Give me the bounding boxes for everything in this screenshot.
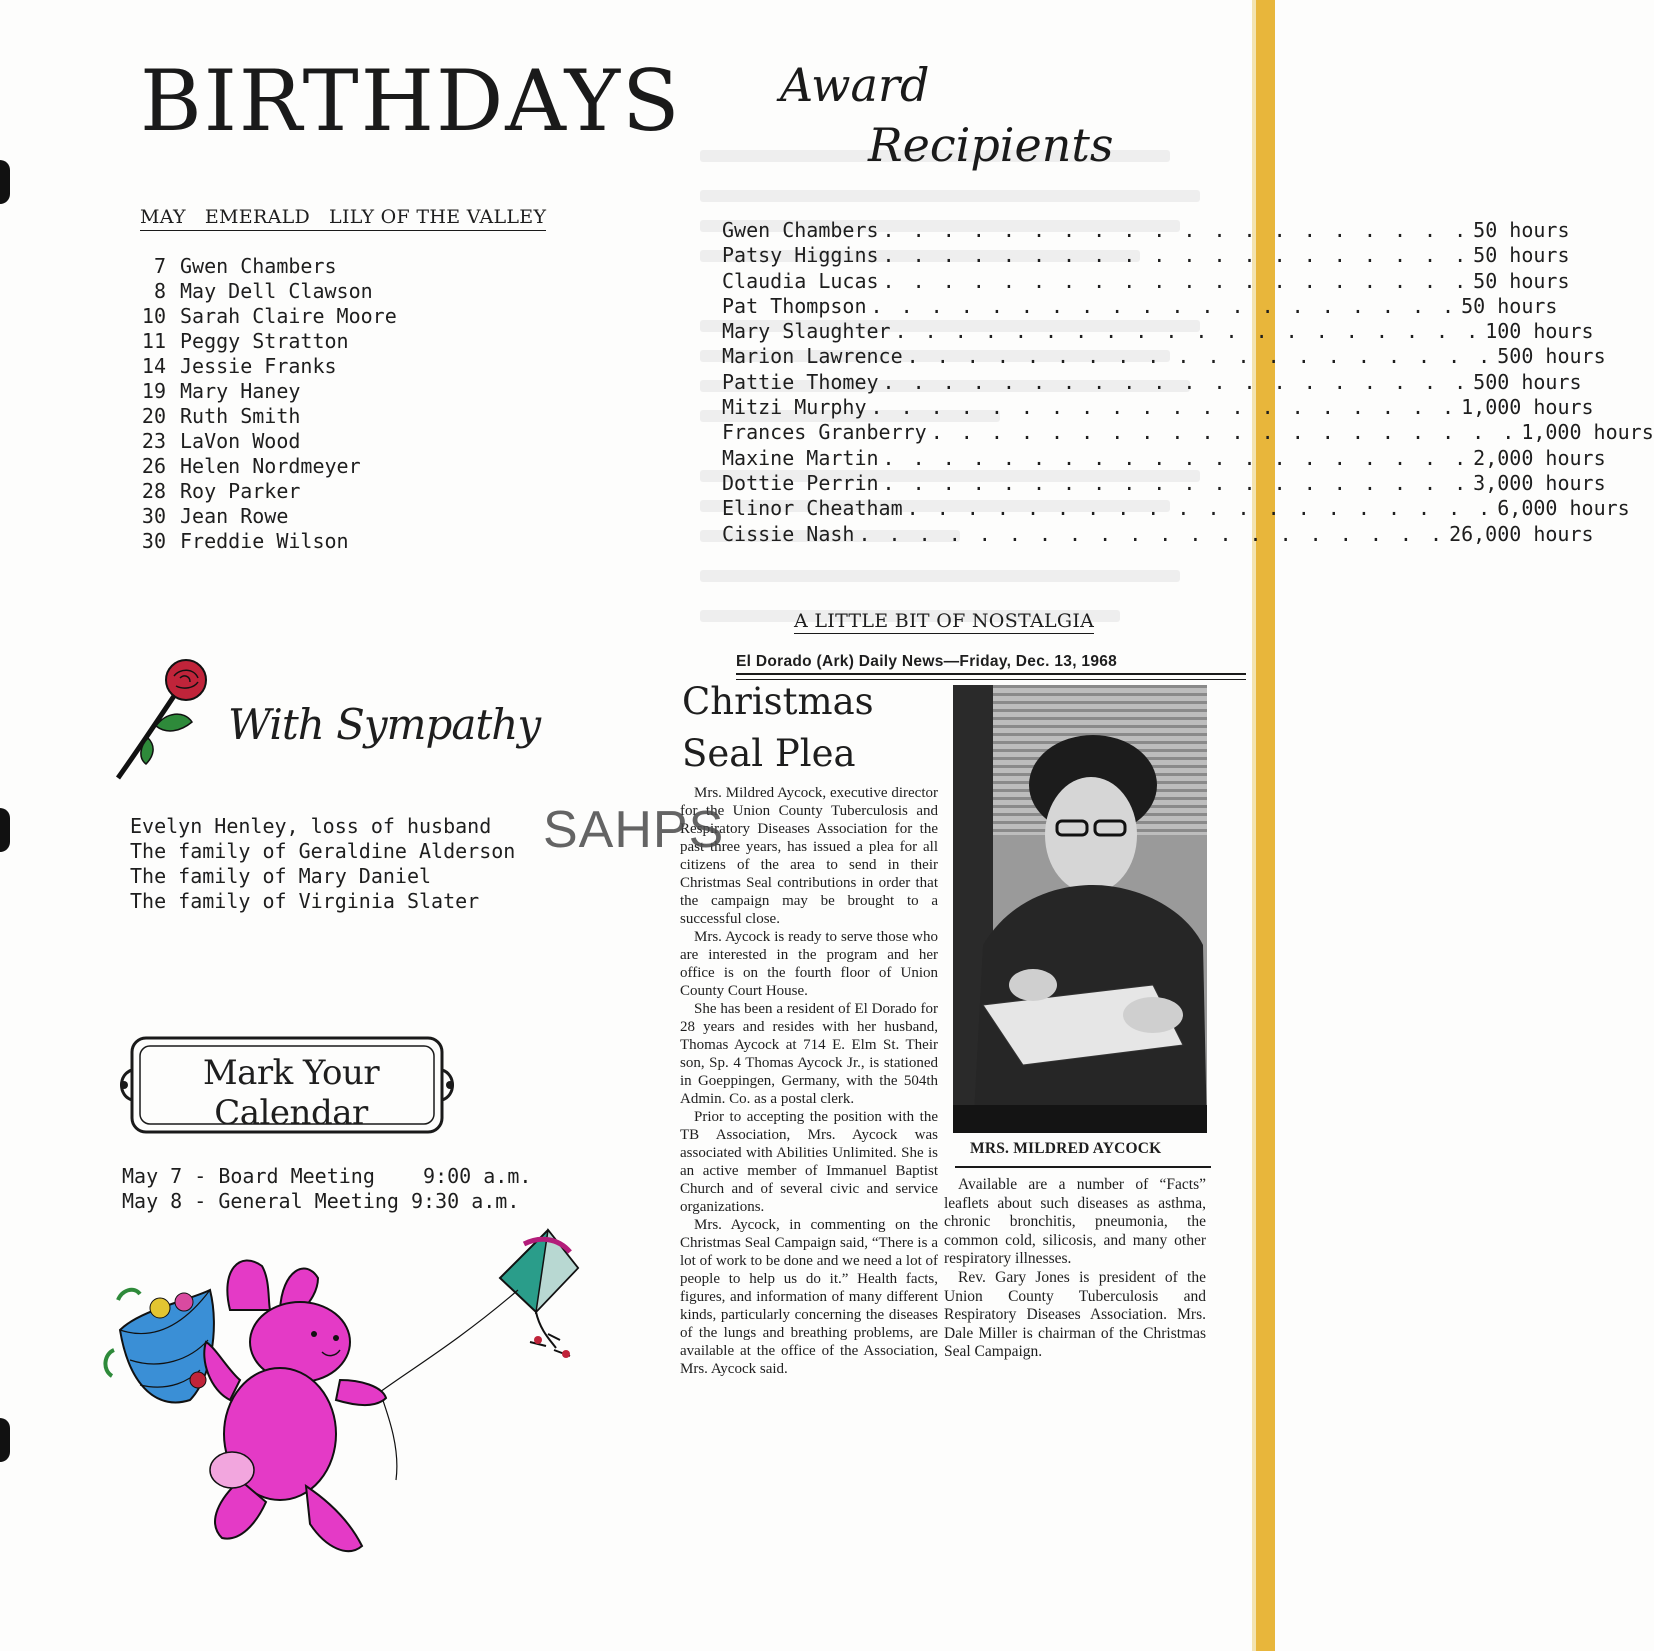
award-name: Mary Slaughter [722, 319, 891, 344]
birthday-name: Ruth Smith [180, 404, 301, 428]
leader-dots: . . . . . . . . . . . . . . . . . . . . [894, 319, 1482, 344]
headline-line1: Christmas [682, 680, 874, 723]
award-list [722, 218, 1654, 547]
award-hours: 6,000 hours [1497, 496, 1630, 521]
binder-hole [0, 160, 10, 204]
birthdays-list [134, 254, 397, 554]
sympathy-title: With Sympathy [228, 700, 541, 749]
birthday-row [134, 329, 397, 354]
award-row [722, 243, 1570, 268]
leader-dots: . . . . . . . . . . . . . . . . . . . . [882, 445, 1470, 470]
award-row [722, 445, 1606, 471]
watermark: SAHPS [543, 801, 725, 859]
birthday-row [134, 379, 397, 404]
article-paragraph: Rev. Gary Jones is president of the Union County Tuberculosis and Respiratory Diseases Association. Mrs. Dale Miller is chairman of the Christmas Seal Campaign. [944, 1268, 1206, 1361]
birthday-name: Peggy Stratton [180, 329, 349, 353]
award-title [780, 55, 1113, 175]
birthday-day: 10 [141, 304, 166, 328]
sympathy-entry: The family of Geraldine Alderson [130, 839, 516, 863]
award-hours: 3,000 hours [1473, 470, 1606, 495]
leader-dots: . . . . . . . . . . . . . . . . . . . . [882, 218, 1470, 242]
birthday-day: 8 [153, 279, 166, 303]
birthday-row [134, 479, 397, 504]
portrait-photo [953, 685, 1207, 1133]
birthday-name: Helen Nordmeyer [180, 454, 361, 478]
birthday-row [134, 279, 397, 304]
award-row [722, 521, 1594, 547]
award-hours: 1,000 hours [1521, 420, 1654, 445]
birthday-name: Sarah Claire Moore [180, 304, 397, 328]
calendar-events [122, 1164, 531, 1214]
leader-dots: . . . . . . . . . . . . . . . . . . . . [882, 369, 1470, 394]
birthday-row [134, 254, 397, 279]
award-name: Gwen Chambers [722, 218, 879, 242]
leader-dots: . . . . . . . . . . . . . . . . . . . . [906, 344, 1494, 369]
birthday-row [134, 454, 397, 479]
photo-caption: MRS. MILDRED AYCOCK [970, 1140, 1162, 1157]
award-name: Patsy Higgins [722, 243, 879, 268]
birthday-name: Roy Parker [180, 479, 301, 503]
birthday-name: May Dell Clawson [180, 279, 373, 303]
birthday-row [134, 304, 397, 329]
award-name: Claudia Lucas [722, 268, 879, 293]
leader-dots: . . . . . . . . . . . . . . . . . . . . [858, 521, 1446, 546]
award-name: Pattie Thomey [722, 369, 879, 394]
sympathy-entry: Evelyn Henley, loss of husband [130, 814, 492, 838]
award-row [722, 470, 1606, 496]
award-name: Elinor Cheatham [722, 496, 903, 521]
award-name: Maxine Martin [722, 445, 879, 470]
award-hours: 100 hours [1485, 319, 1594, 344]
award-hours: 26,000 hours [1449, 521, 1594, 546]
article-headline [682, 676, 874, 780]
binder-hole [0, 1418, 10, 1462]
article-column-1 [680, 784, 938, 1378]
birthday-row [134, 529, 397, 554]
award-row [722, 293, 1558, 319]
birthday-day: 14 [141, 354, 166, 378]
birthday-day: 19 [141, 379, 166, 403]
award-row [722, 369, 1582, 395]
award-hours: 50 hours [1461, 293, 1558, 318]
headline-line2: Seal Plea [682, 732, 856, 775]
award-row [722, 319, 1594, 344]
sympathy-list [130, 814, 515, 914]
leader-dots: . . . . . . . . . . . . . . . . . . . . [930, 420, 1518, 445]
award-row [722, 420, 1654, 445]
award-name: Mitzi Murphy [722, 395, 867, 420]
birthday-row [134, 404, 397, 429]
award-hours: 500 hours [1497, 344, 1606, 369]
award-row [722, 395, 1594, 420]
award-hours: 50 hours [1473, 218, 1570, 242]
newspaper-dateline: El Dorado (Ark) Daily News—Friday, Dec. 13, 1968 [736, 653, 1246, 675]
birthdays-header: MAY EMERALD LILY OF THE VALLEY [140, 206, 546, 231]
award-name: Cissie Nash [722, 521, 855, 546]
bunny-kite-illustration [100, 1230, 600, 1570]
birthday-day: 30 [141, 529, 166, 553]
article-paragraph: Prior to accepting the position with the TB Association, Mrs. Aycock was associated with Abilities Unlimited. She is an active member of Immanuel Baptist Church and of several civic and service organizations. [680, 1109, 938, 1215]
award-hours: 50 hours [1473, 243, 1570, 268]
award-title-line1: Award [780, 58, 930, 112]
birthday-day: 28 [141, 479, 166, 503]
caption-rule [955, 1166, 1211, 1168]
birthday-name: Freddie Wilson [180, 529, 349, 553]
birthday-day: 20 [141, 404, 166, 428]
award-row [722, 268, 1570, 294]
award-title-line2: Recipients [868, 118, 1114, 172]
nostalgia-heading: A LITTLE BIT OF NOSTALGIA [794, 610, 1095, 632]
award-hours: 500 hours [1473, 369, 1582, 394]
leader-dots: . . . . . . . . . . . . . . . . . . . . [906, 496, 1494, 521]
article-column-2 [944, 1176, 1206, 1362]
rose-icon [118, 660, 228, 780]
article-paragraph: Mrs. Aycock, in commenting on the Christmas Seal Campaign said, “There is a lot of work to be done and we need a lot of people to help us do it.” Health facts, figures, and information of many different kinds, particularly concerning the diseases of the lungs and breathing problems, are available at the office of the Association, Mrs. Aycock said. [680, 1217, 938, 1377]
article-paragraph: She has been a resident of El Dorado for 28 years and resides with her husband, Thomas Aycock at 714 E. Elm St. Their son, Sp. 4 Thomas Aycock Jr., is stationed in Goeppingen, Germany, with the 504th Admin. Co. as a postal clerk. [680, 1001, 938, 1107]
award-hours: 2,000 hours [1473, 445, 1606, 470]
award-row [722, 344, 1606, 369]
award-name: Marion Lawrence [722, 344, 903, 369]
calendar-event: May 7 - Board Meeting 9:00 a.m. [122, 1164, 532, 1188]
award-hours: 50 hours [1473, 268, 1570, 293]
birthday-day: 23 [141, 429, 166, 453]
article-paragraph: Mrs. Mildred Aycock, executive director for the Union County Tuberculosis and Respiratory Diseases Association for the past three years, has issued a plea for all citizens of the area to send in their Christmas Seal contributions in order that the campaign may be brought to a successful close. [680, 785, 938, 927]
article-paragraph: Mrs. Aycock is ready to serve those who are interested in the program and her office is on the fourth floor of Union County Court House. [680, 929, 938, 999]
birthday-name: Jessie Franks [180, 354, 337, 378]
leader-dots: . . . . . . . . . . . . . . . . . . . . [870, 293, 1458, 318]
award-row [722, 496, 1630, 521]
birthday-name: Gwen Chambers [180, 254, 337, 278]
birthdays-title: BIRTHDAYS [140, 52, 682, 150]
calendar-event: May 8 - General Meeting 9:30 a.m. [122, 1189, 520, 1213]
birthday-name: Mary Haney [180, 379, 301, 403]
award-name: Dottie Perrin [722, 470, 879, 495]
birthday-row [134, 504, 397, 529]
award-name: Frances Granberry [722, 420, 927, 445]
award-name: Pat Thompson [722, 293, 867, 318]
birthday-name: Jean Rowe [180, 504, 289, 528]
sympathy-entry: The family of Virginia Slater [130, 889, 480, 913]
birthday-row [134, 429, 397, 454]
article-paragraph: Available are a number of “Facts” leaflets about such diseases as asthma, chronic bronchitis, pneumonia, the common cold, silicosis, and many other respiratory illnesses. [944, 1176, 1206, 1268]
calendar-title: Mark Your Calendar [202, 1053, 380, 1133]
binder-hole [0, 808, 10, 852]
sympathy-entry: The family of Mary Daniel [130, 864, 432, 888]
award-row [722, 218, 1570, 243]
leader-dots: . . . . . . . . . . . . . . . . . . . . [870, 395, 1458, 420]
award-hours: 1,000 hours [1461, 395, 1594, 420]
birthday-row [134, 354, 397, 379]
birthday-day: 7 [153, 254, 166, 278]
birthday-day: 11 [141, 329, 166, 353]
leader-dots: . . . . . . . . . . . . . . . . . . . . [882, 268, 1470, 293]
birthday-day: 26 [141, 454, 166, 478]
birthday-name: LaVon Wood [180, 429, 301, 453]
leader-dots: . . . . . . . . . . . . . . . . . . . . [882, 243, 1470, 268]
leader-dots: . . . . . . . . . . . . . . . . . . . . [882, 470, 1470, 495]
birthday-day: 30 [141, 504, 166, 528]
